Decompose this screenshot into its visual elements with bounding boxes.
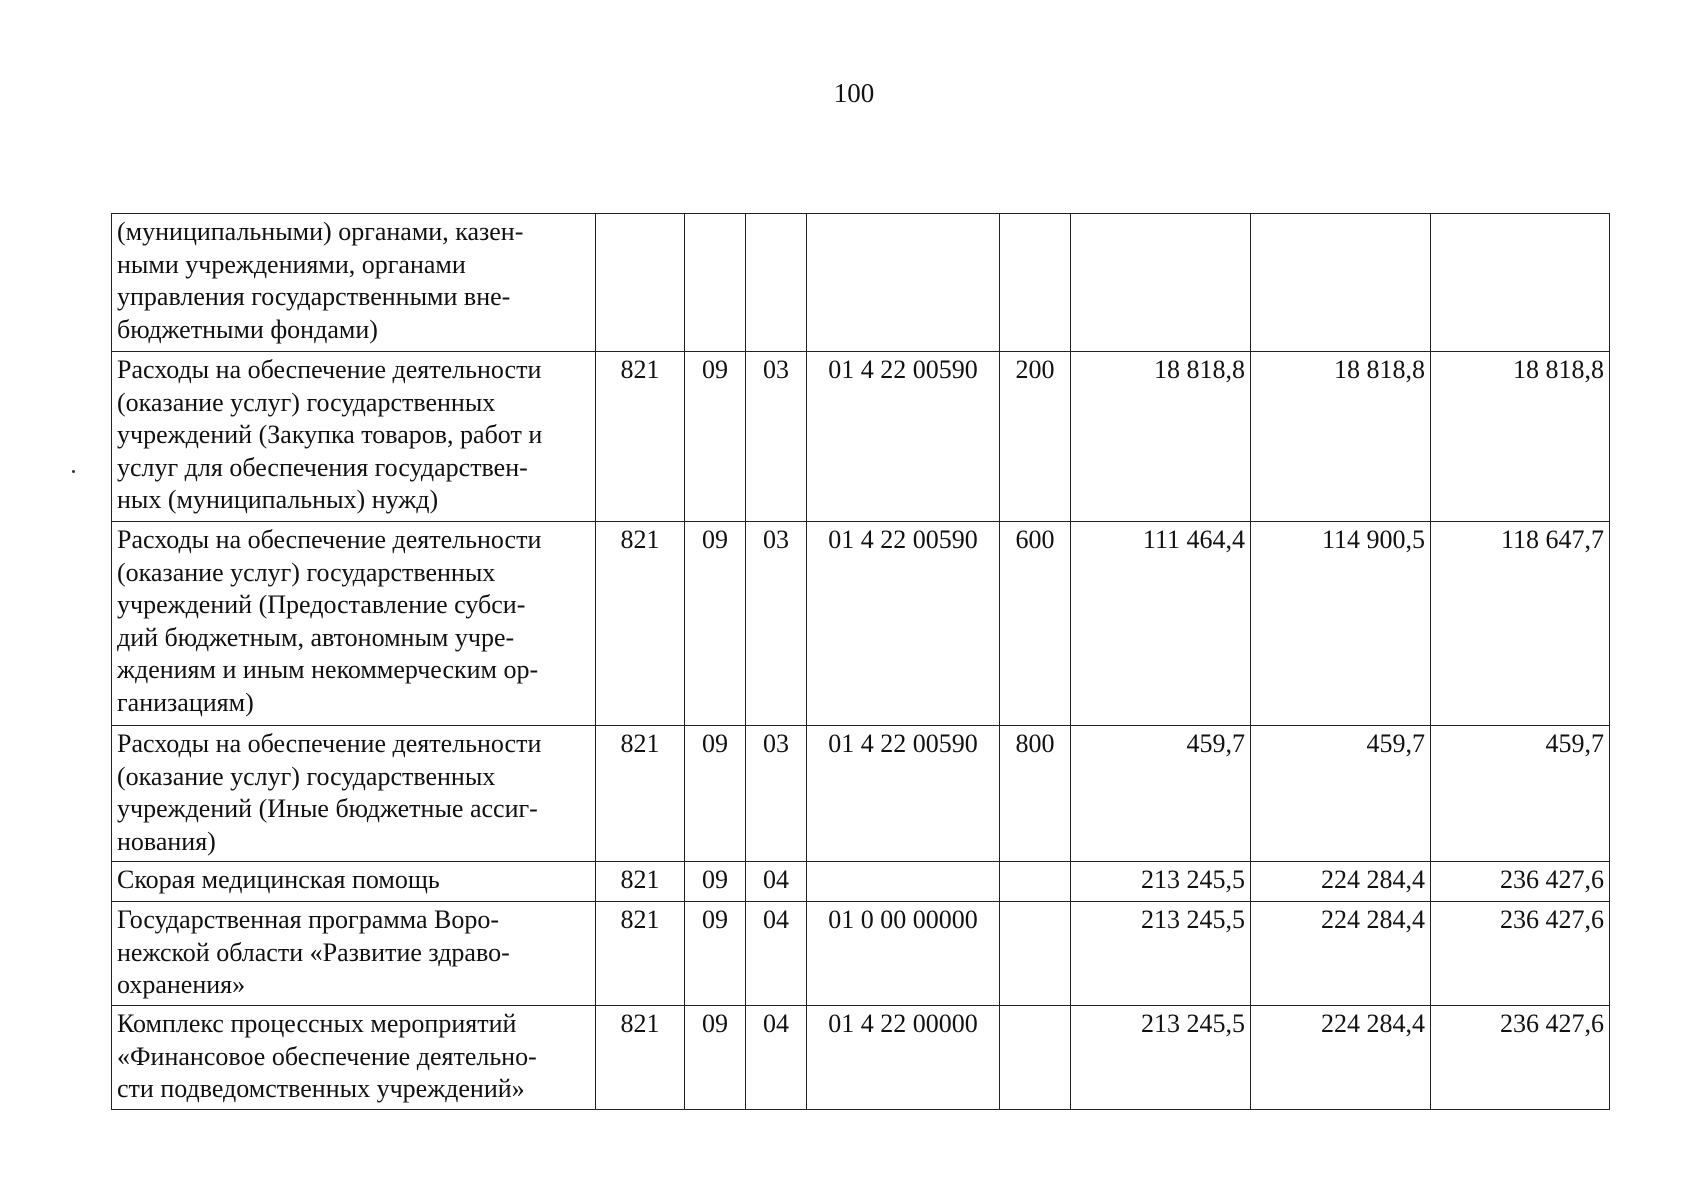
amount-year2-cell: 224 284,4 [1251,902,1431,1006]
subsection-code-cell: 04 [746,1006,807,1110]
amount-year1-cell: 459,7 [1071,726,1251,862]
ved-code-cell: 821 [596,902,685,1006]
amount-year1-cell: 111 464,4 [1071,522,1251,726]
table-row [112,522,1610,726]
amount-year2-cell [1251,214,1431,352]
section-code-cell: 09 [685,726,746,862]
target-article-cell: 01 4 22 00590 [807,522,1000,726]
row-name-cell: Скорая медицинская помощь [112,862,596,902]
ved-code-cell: 821 [596,726,685,862]
section-code-cell: 09 [685,352,746,522]
amount-year3-cell: 236 427,6 [1431,862,1610,902]
amount-year1-cell: 18 818,8 [1071,352,1251,522]
amount-year2-cell: 459,7 [1251,726,1431,862]
section-code-cell: 09 [685,902,746,1006]
amount-year2-cell: 224 284,4 [1251,1006,1431,1110]
table-body [112,214,1610,1110]
subsection-code-cell: 03 [746,352,807,522]
expense-type-cell: 600 [1000,522,1071,726]
table-row [112,726,1610,862]
target-article-cell: 01 4 22 00000 [807,1006,1000,1110]
amount-year1-cell [1071,214,1251,352]
amount-year3-cell: 18 818,8 [1431,352,1610,522]
expense-type-cell: 800 [1000,726,1071,862]
subsection-code-cell [746,214,807,352]
ved-code-cell: 821 [596,1006,685,1110]
target-article-cell: 01 4 22 00590 [807,726,1000,862]
amount-year2-cell: 18 818,8 [1251,352,1431,522]
amount-year1-cell: 213 245,5 [1071,1006,1251,1110]
amount-year3-cell: 236 427,6 [1431,902,1610,1006]
target-article-cell: 01 0 00 00000 [807,902,1000,1006]
amount-year3-cell: 236 427,6 [1431,1006,1610,1110]
ved-code-cell [596,214,685,352]
amount-year1-cell: 213 245,5 [1071,902,1251,1006]
subsection-code-cell: 03 [746,726,807,862]
expense-type-cell [1000,214,1071,352]
expense-type-cell [1000,902,1071,1006]
row-name-cell: Расходы на обеспечение деятельности (оказание услуг) государственных учреждений (Иные бюджетные ассиг- нования) [112,726,596,862]
scan-dot [72,470,75,473]
row-name-cell: Государственная программа Воро- нежской области «Развитие здраво- охранения» [112,902,596,1006]
table-row [112,902,1610,1006]
section-code-cell [685,214,746,352]
section-code-cell: 09 [685,862,746,902]
subsection-code-cell: 04 [746,902,807,1006]
table-row [112,1006,1610,1110]
table-row [112,214,1610,352]
row-name-cell: (муниципальными) органами, казен- ными учреждениями, органами управления государственными вне- бюджетными фондами) [112,214,596,352]
section-code-cell: 09 [685,522,746,726]
expense-type-cell [1000,1006,1071,1110]
table-row [112,862,1610,902]
expense-type-cell: 200 [1000,352,1071,522]
subsection-code-cell: 03 [746,522,807,726]
row-name-cell: Расходы на обеспечение деятельности (оказание услуг) государственных учреждений (Предоставление субси- дий бюджетным, автономным учре- ждениям и иным некоммерческим ор- ганизациям) [112,522,596,726]
row-name-cell: Расходы на обеспечение деятельности (оказание услуг) государственных учреждений (Закупка товаров, работ и услуг для обеспечения государствен- ных (муниципальных) нужд) [112,352,596,522]
expense-type-cell [1000,862,1071,902]
amount-year3-cell: 459,7 [1431,726,1610,862]
page-number: 100 [833,78,875,108]
table-row [112,352,1610,522]
target-article-cell [807,862,1000,902]
section-code-cell: 09 [685,1006,746,1110]
ved-code-cell: 821 [596,522,685,726]
amount-year2-cell: 114 900,5 [1251,522,1431,726]
target-article-cell: 01 4 22 00590 [807,352,1000,522]
subsection-code-cell: 04 [746,862,807,902]
ved-code-cell: 821 [596,352,685,522]
budget-table [111,213,1610,1110]
amount-year2-cell: 224 284,4 [1251,862,1431,902]
target-article-cell [807,214,1000,352]
amount-year3-cell [1431,214,1610,352]
amount-year3-cell: 118 647,7 [1431,522,1610,726]
ved-code-cell: 821 [596,862,685,902]
amount-year1-cell: 213 245,5 [1071,862,1251,902]
row-name-cell: Комплекс процессных мероприятий «Финансовое обеспечение деятельно- сти подведомственных учреждений» [112,1006,596,1110]
